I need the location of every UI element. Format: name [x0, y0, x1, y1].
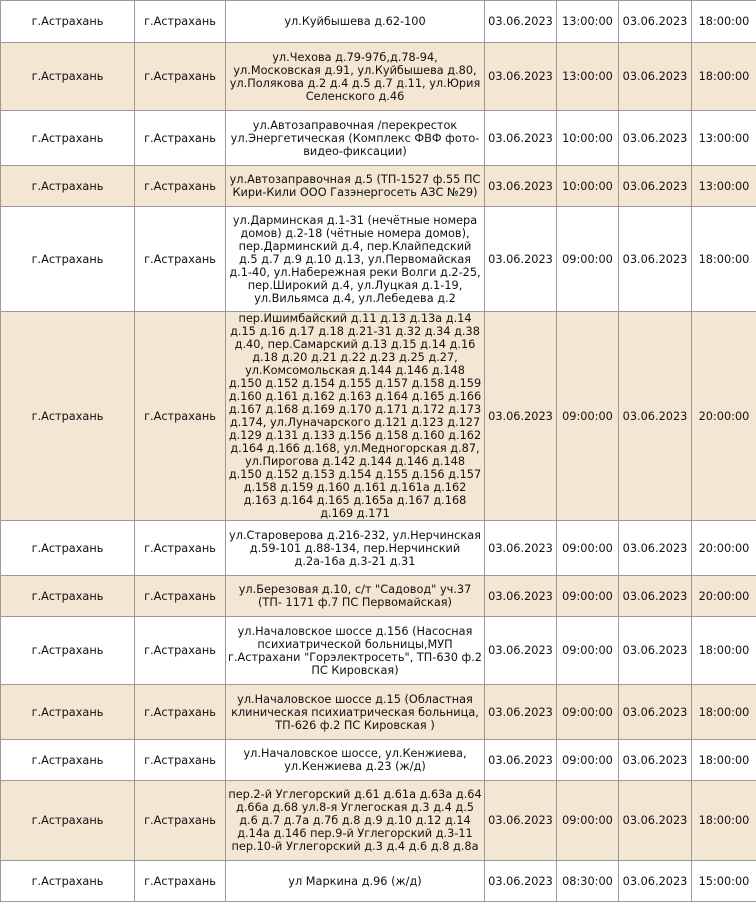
end-date-cell: 03.06.2023 — [619, 43, 692, 111]
start-date-cell: 03.06.2023 — [485, 207, 557, 312]
start-time-cell: 08:30:00 — [557, 861, 619, 902]
region-cell: г.Астрахань — [1, 312, 135, 521]
city-cell: г.Астрахань — [135, 312, 226, 521]
table-row — [1, 521, 756, 576]
table-row — [1, 740, 756, 781]
start-time-cell: 10:00:00 — [557, 166, 619, 207]
start-time-cell: 09:00:00 — [557, 576, 619, 617]
city-cell: г.Астрахань — [135, 1, 226, 43]
table-row — [1, 617, 756, 685]
end-date-cell: 03.06.2023 — [619, 576, 692, 617]
address-cell: пер.2-й Углегорский д.61 д.61а д.63а д.64 д.66а д.68 ул.8-я Углегоская д.3 д.4 д.5 д.6 д.7 д.7а д.7б д.8 д.9 д.10 д.12 д.14 д.14а д.146 пер.9-й Углегорский д.3-11 пер.10-й Углегорский д.3 д.4 д.6 д.8 д.8а — [226, 781, 485, 861]
end-date-cell: 03.06.2023 — [619, 111, 692, 166]
end-date-cell: 03.06.2023 — [619, 1, 692, 43]
table-row — [1, 166, 756, 207]
end-date-cell: 03.06.2023 — [619, 740, 692, 781]
end-time-cell: 18:00:00 — [692, 207, 756, 312]
region-cell: г.Астрахань — [1, 166, 135, 207]
address-cell: ул Маркина д.96 (ж/д) — [226, 861, 485, 902]
region-cell: г.Астрахань — [1, 1, 135, 43]
city-cell: г.Астрахань — [135, 166, 226, 207]
table-row — [1, 312, 756, 521]
address-cell: ул.Началовское шоссе д.15 (Областная клиническая психиатрическая больница, ТП-626 ф.2 ПС Кировская ) — [226, 685, 485, 740]
address-cell: ул.Началовское шоссе д.156 (Насосная психиатрической больницы,МУП г.Астрахани "Горэлектросеть", ТП-630 ф.2 ПС Кировская) — [226, 617, 485, 685]
end-date-cell: 03.06.2023 — [619, 781, 692, 861]
start-date-cell: 03.06.2023 — [485, 685, 557, 740]
address-cell: ул.Началовское шоссе, ул.Кенжиева, ул.Кенжиева д.23 (ж/д) — [226, 740, 485, 781]
end-date-cell: 03.06.2023 — [619, 521, 692, 576]
start-date-cell: 03.06.2023 — [485, 617, 557, 685]
end-time-cell: 20:00:00 — [692, 521, 756, 576]
table-row — [1, 861, 756, 902]
region-cell: г.Астрахань — [1, 111, 135, 166]
end-time-cell: 18:00:00 — [692, 740, 756, 781]
city-cell: г.Астрахань — [135, 521, 226, 576]
end-time-cell: 18:00:00 — [692, 43, 756, 111]
start-date-cell: 03.06.2023 — [485, 312, 557, 521]
start-date-cell: 03.06.2023 — [485, 111, 557, 166]
end-time-cell: 20:00:00 — [692, 312, 756, 521]
end-time-cell: 18:00:00 — [692, 617, 756, 685]
end-time-cell: 18:00:00 — [692, 781, 756, 861]
end-date-cell: 03.06.2023 — [619, 166, 692, 207]
table-row — [1, 207, 756, 312]
region-cell: г.Астрахань — [1, 43, 135, 111]
address-cell: ул.Куйбышева д.62-100 — [226, 1, 485, 43]
start-time-cell: 09:00:00 — [557, 207, 619, 312]
start-date-cell: 03.06.2023 — [485, 43, 557, 111]
start-date-cell: 03.06.2023 — [485, 1, 557, 43]
start-time-cell: 09:00:00 — [557, 617, 619, 685]
start-time-cell: 10:00:00 — [557, 111, 619, 166]
table-row — [1, 1, 756, 43]
region-cell: г.Астрахань — [1, 617, 135, 685]
region-cell: г.Астрахань — [1, 781, 135, 861]
end-time-cell: 13:00:00 — [692, 166, 756, 207]
start-date-cell: 03.06.2023 — [485, 740, 557, 781]
end-time-cell: 18:00:00 — [692, 685, 756, 740]
end-date-cell: 03.06.2023 — [619, 207, 692, 312]
end-date-cell: 03.06.2023 — [619, 312, 692, 521]
end-time-cell: 13:00:00 — [692, 111, 756, 166]
start-time-cell: 09:00:00 — [557, 521, 619, 576]
start-date-cell: 03.06.2023 — [485, 576, 557, 617]
region-cell: г.Астрахань — [1, 685, 135, 740]
end-time-cell: 15:00:00 — [692, 861, 756, 902]
region-cell: г.Астрахань — [1, 576, 135, 617]
address-cell: пер.Ишимбайский д.11 д.13 д.13а д.14 д.15 д.16 д.17 д.18 д.21-31 д.32 д.34 д.38 д.40, пер.Самарский д.13 д.15 д.14 д.16 д.18 д.20 д.21 д.22 д.23 д.25 д.27, ул.Комсомольская д.144 д.146 д.148 д.150 д.152 д.154 д.155 д.157 д.158 д.159 д.160 д.161 д.162 д.163 д.164 д.165 д.166 д.167 д.168 д.169 д.170 д.171 д.172 д.173 д.174, ул.Луначарского д.121 д.123 д.127 д.129 д.131 д.133 д.156 д.158 д.160 д.162 д.164 д.166 д.168, ул.Медногорская д.87, ул.Пирогова д.142 д.144 д.146 д.148 д.150 д.152 д.153 д.154 д.155 д.156 д.157 д.158 д.159 д.160 д.161 д.161а д.162 д.163 д.164 д.165 д.165а д.167 д.168 д.169 д.171 — [226, 312, 485, 521]
region-cell: г.Астрахань — [1, 521, 135, 576]
address-cell: ул.Староверова д.216-232, ул.Нерчинская д.59-101 д.88-134, пер.Нерчинский д.2а-16а д.3-21 д.31 — [226, 521, 485, 576]
city-cell: г.Астрахань — [135, 207, 226, 312]
start-time-cell: 09:00:00 — [557, 312, 619, 521]
start-time-cell: 09:00:00 — [557, 685, 619, 740]
city-cell: г.Астрахань — [135, 576, 226, 617]
start-time-cell: 09:00:00 — [557, 740, 619, 781]
region-cell: г.Астрахань — [1, 861, 135, 902]
region-cell: г.Астрахань — [1, 740, 135, 781]
table-row — [1, 781, 756, 861]
start-date-cell: 03.06.2023 — [485, 861, 557, 902]
start-time-cell: 09:00:00 — [557, 781, 619, 861]
address-cell: ул.Дарминская д.1-31 (нечётные номера домов) д.2-18 (чётные номера домов), пер.Дарминский д.4, пер.Клайпедский д.5 д.7 д.9 д.10 д.13, ул.Первомайская д.1-40, ул.Набережная реки Волги д.2-25, пер.Широкий д.4, ул.Луцкая д.1-19, ул.Вильямса д.4, ул.Лебедева д.2 — [226, 207, 485, 312]
city-cell: г.Астрахань — [135, 43, 226, 111]
city-cell: г.Астрахань — [135, 111, 226, 166]
end-date-cell: 03.06.2023 — [619, 861, 692, 902]
city-cell: г.Астрахань — [135, 740, 226, 781]
city-cell: г.Астрахань — [135, 685, 226, 740]
end-date-cell: 03.06.2023 — [619, 617, 692, 685]
start-date-cell: 03.06.2023 — [485, 781, 557, 861]
address-cell: ул.Березовая д.10, с/т "Садовод" уч.37 (ТП- 1171 ф.7 ПС Первомайская) — [226, 576, 485, 617]
start-time-cell: 13:00:00 — [557, 43, 619, 111]
table-row — [1, 685, 756, 740]
city-cell: г.Астрахань — [135, 781, 226, 861]
address-cell: ул.Автозаправочная д.5 (ТП-1527 ф.55 ПС Кири-Кили ООО Газэнергосеть АЗС №29) — [226, 166, 485, 207]
end-time-cell: 18:00:00 — [692, 1, 756, 43]
city-cell: г.Астрахань — [135, 861, 226, 902]
start-time-cell: 13:00:00 — [557, 1, 619, 43]
city-cell: г.Астрахань — [135, 617, 226, 685]
address-cell: ул.Чехова д.79-97б,д.78-94, ул.Московская д.91, ул.Куйбышева д.80, ул.Полякова д.2 д.4 д.5 д.7 д.11, ул.Юрия Селенского д.46 — [226, 43, 485, 111]
end-date-cell: 03.06.2023 — [619, 685, 692, 740]
table-row — [1, 576, 756, 617]
start-date-cell: 03.06.2023 — [485, 166, 557, 207]
table-row — [1, 43, 756, 111]
start-date-cell: 03.06.2023 — [485, 521, 557, 576]
end-time-cell: 20:00:00 — [692, 576, 756, 617]
table-row — [1, 111, 756, 166]
region-cell: г.Астрахань — [1, 207, 135, 312]
address-cell: ул.Автозаправочная /перекресток ул.Энергетическая (Комплекс ФВФ фото-видео-фиксации) — [226, 111, 485, 166]
